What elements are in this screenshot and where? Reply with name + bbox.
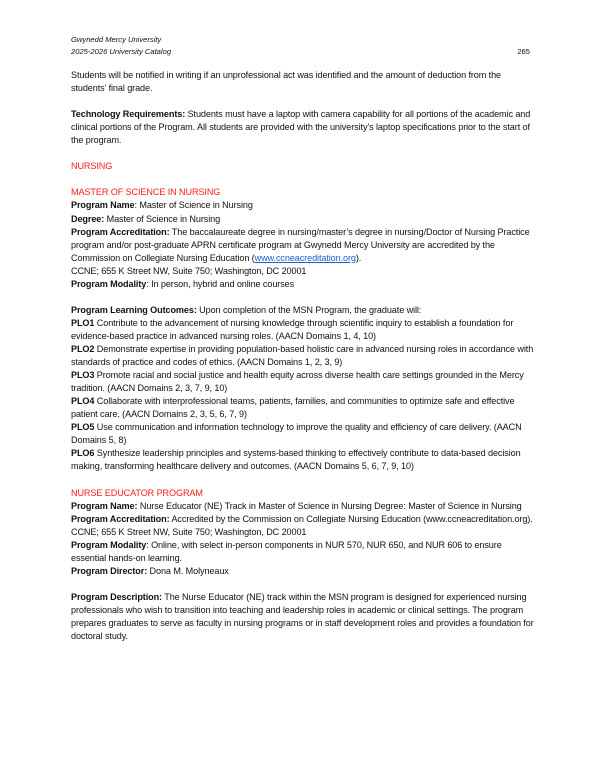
page-number: 265: [517, 46, 530, 56]
value: Accredited by the Commission on Collegiate Nursing Education (www.ccneacreditation.org). CCNE; 655 K Street NW, Suite 750; Washington, DC 20001: [71, 513, 533, 537]
value: : Online, with select in-person components in NUR 570, NUR 650, and NUR 606 to ensure essential hands-on learning.: [71, 539, 502, 563]
tech-text: Students must have a laptop with camera capability for all portions of the academic and clinical portions of the Program. All students are provided with the university’s laptop specifications prior to the start of the program.: [71, 109, 531, 146]
ne-program-name: [71, 500, 536, 513]
plo-id: PLO3: [71, 370, 95, 381]
header-catalog: 2025-2026 University Catalog: [71, 46, 172, 56]
plo-item: [71, 343, 536, 369]
plo-id: PLO1: [71, 317, 95, 328]
tech-label: Technology Requirements:: [71, 109, 186, 120]
plo-id: PLO5: [71, 422, 95, 433]
label: Program Name:: [71, 500, 138, 511]
notification-paragraph: Students will be notified in writing if an unprofessional act was identified and the amount of deduction from the students’ final grade.: [71, 70, 502, 94]
plo-item: [71, 421, 536, 447]
page-content: [71, 69, 536, 643]
ne-accreditation: [71, 513, 536, 539]
plo-item: [71, 369, 536, 395]
page-header: [71, 34, 171, 57]
ne-heading: NURSE EDUCATOR PROGRAM: [71, 487, 203, 498]
plo-id: PLO6: [71, 448, 95, 459]
plo-text: Contribute to the advancement of nursing knowledge through scientific inquiry to establish a foundation for evidence-based practice in advanced nursing roles. (AACN Domains 1, 4, 10): [71, 317, 514, 341]
plo-text: Synthesize leadership principles and systems-based thinking to effectively contribute to data-based decision making, transforming healthcare delivery and outcomes. (AACN Domains 5, 6, 7, 9, 10): [71, 448, 521, 472]
label: Program Description:: [71, 591, 162, 602]
plo-item: [71, 317, 536, 343]
plo-text: Collaborate with interprofessional teams, patients, families, and communities to optimize safe and effective patient care. (AACN Domains 2, 3, 5, 6, 7, 9): [71, 396, 515, 420]
label: Degree:: [71, 213, 105, 224]
value: Master of Science in Nursing: [104, 213, 221, 224]
plo-text: Promote racial and social justice and health equity across diverse health care settings grounded in the Mercy tradition. (AACN Domains 2, 3, 7, 9, 10): [71, 370, 524, 394]
msn-modality: [71, 278, 536, 291]
ne-modality: [71, 539, 536, 565]
label: Program Learning Outcomes:: [71, 304, 197, 315]
value: Dona M. Molyneaux: [147, 565, 229, 576]
msn-outcomes-intro: [71, 304, 536, 317]
label: Program Director:: [71, 565, 148, 576]
value: The baccalaureate degree in nursing/master’s degree in nursing/Doctor of Nursing Practice program and/or post-graduate APRN certificate program at Gwynedd Mercy University are accredited by the Commission on Collegiate Nursing Education (: [71, 226, 530, 263]
plo-item: [71, 447, 536, 473]
value: Nurse Educator (NE) Track in Master of Science in Nursing Degree: Master of Science in Nursing: [137, 500, 522, 511]
ccne-link[interactable]: www.ccneacreditation.org: [254, 252, 356, 263]
msn-accreditation: [71, 226, 536, 265]
msn-program-name: [71, 199, 536, 212]
plo-id: PLO2: [71, 343, 95, 354]
label: Program Modality: [71, 539, 147, 550]
plo-item: [71, 395, 536, 421]
plo-text: Use communication and information technology to improve the quality and efficiency of care delivery. (AACN Domains 5, 8): [71, 422, 522, 446]
technology-requirements: [71, 108, 536, 147]
value: Upon completion of the MSN Program, the graduate will:: [196, 304, 422, 315]
plo-text: Demonstrate expertise in providing population-based holistic care in advanced nursing roles in accordance with standards of practice and codes of ethics. (AACN Domains 1, 2, 3, 9): [71, 343, 534, 368]
msn-address: CCNE; 655 K Street NW, Suite 750; Washington, DC 20001: [71, 265, 307, 276]
header-institution: Gwynedd Mercy University: [71, 35, 162, 44]
msn-degree: [71, 213, 536, 226]
label: Program Modality: [71, 278, 147, 289]
value-end: ).: [355, 252, 362, 263]
plo-id: PLO4: [71, 396, 95, 407]
label: Program Name: [71, 200, 135, 211]
value: : In person, hybrid and online courses: [146, 278, 295, 289]
label: Program Accreditation:: [71, 226, 170, 237]
section-title: NURSING: [71, 161, 113, 172]
value: : Master of Science in Nursing: [134, 200, 253, 211]
ne-director: [71, 565, 536, 578]
value: The Nurse Educator (NE) track within the MSN program is designed for experienced nursing professionals who wish to transition into teaching and leadership roles in academic or clinical settings. The program prepares graduates to serve as faculty in nursing programs or in staff development roles and provides a foundation for doctoral study.: [71, 591, 534, 642]
ne-description: [71, 591, 536, 643]
msn-heading: MASTER OF SCIENCE IN NURSING: [71, 187, 221, 198]
label: Program Accreditation:: [71, 513, 170, 524]
